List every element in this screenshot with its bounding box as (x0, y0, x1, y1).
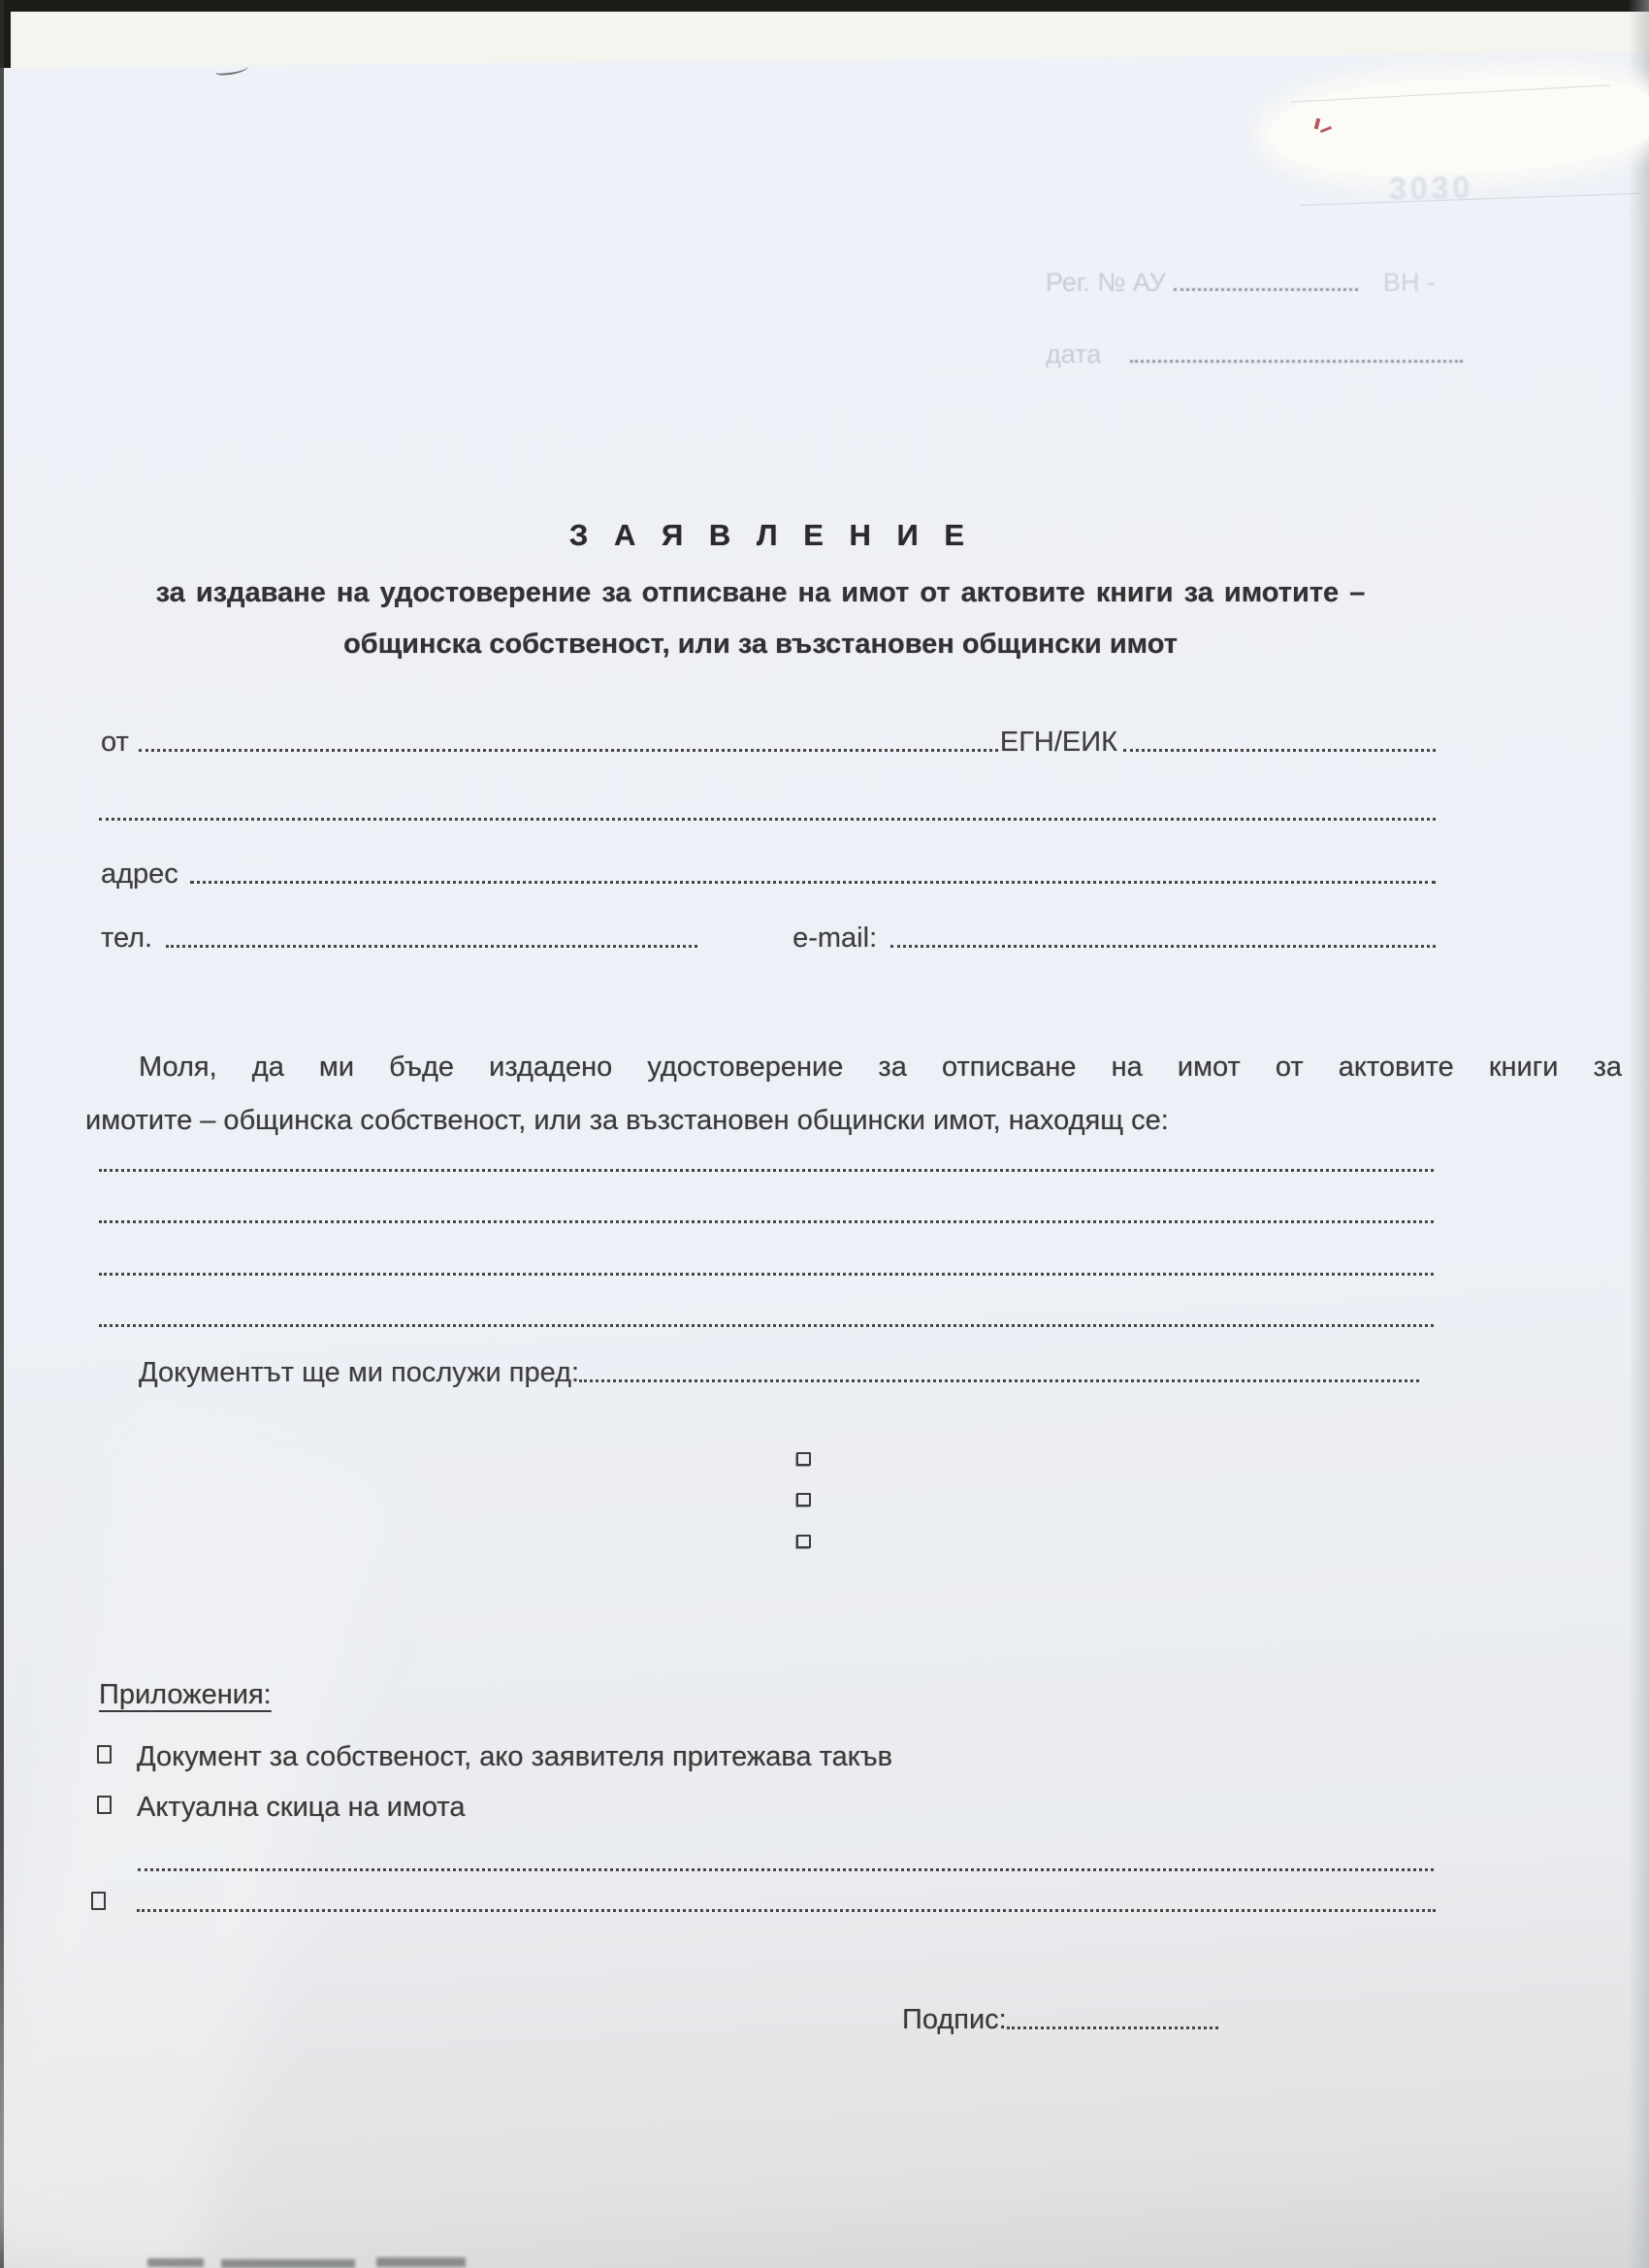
property-dotted-line-4 (99, 1324, 1434, 1327)
scan-light-artifact (0, 1437, 387, 2268)
phone-dotted-line (166, 945, 697, 948)
faded-stamp-number: 3030 (1388, 170, 1474, 207)
attachment-extra-dotted-line (138, 1868, 1434, 1871)
form-title: З А Я В Л Е Н И Е (568, 518, 974, 552)
reg-number-dotted-line (1174, 288, 1358, 291)
cutoff-footer-mark (147, 2258, 204, 2267)
page-edge-shadow (1628, 0, 1649, 2268)
attachment-item (97, 1741, 1436, 1773)
date-line (1046, 340, 1463, 370)
phone-label: тел. (101, 923, 153, 954)
signature-label: Подпис: (902, 2004, 1007, 2035)
attachment-item-label: Актуална скица на имота (137, 1792, 466, 1823)
attachment-blank-dotted-line (137, 1909, 1436, 1912)
from-dotted-line (139, 749, 998, 752)
reg-number-suffix: ВН - (1382, 268, 1436, 297)
request-text-line1: Моля, да ми бъде издадено удостоверение за отписване на имот от актовите книги за (139, 1052, 1623, 1083)
correction-whiteout-area (1267, 73, 1649, 179)
form-subtitle (82, 567, 1439, 670)
scanner-edge-left (0, 0, 4, 2268)
purpose-dotted-line (579, 1379, 1419, 1382)
printed-checkbox-icon (796, 1452, 811, 1466)
phone-email-row (101, 922, 1436, 955)
address-field-row (101, 858, 1436, 891)
reg-number-line (1046, 268, 1513, 298)
pen-mark (215, 63, 249, 76)
printed-checkbox-icon (796, 1493, 811, 1507)
printed-checkbox-icon (97, 1796, 112, 1814)
property-dotted-line-1 (99, 1169, 1434, 1172)
from-field-row (101, 726, 1436, 759)
printed-checkbox-icon (796, 1535, 811, 1548)
date-label: дата (1046, 340, 1102, 369)
signature-dotted-line (1007, 2026, 1218, 2029)
scanner-edge-top (0, 0, 1649, 12)
cutoff-footer-mark (376, 2257, 466, 2267)
attachment-item-blank (91, 1888, 1436, 1919)
address-dotted-line (190, 881, 1436, 884)
email-dotted-line (890, 945, 1436, 948)
form-subtitle-line1: за издаване на удостоверение за отписване на имот от актовите книги за имотите – (155, 577, 1366, 608)
date-dotted-line (1130, 360, 1463, 363)
email-label: e-mail: (792, 923, 878, 954)
egn-label: ЕГН/ЕИК (999, 727, 1117, 758)
request-text-line2: имотите – общинска собственост, или за възстановен общински имот, находящ се: (85, 1105, 1169, 1136)
reg-number-label: Рег. № АУ (1046, 268, 1166, 297)
attachment-item (97, 1792, 1436, 1824)
purpose-label: Документът ще ми послужи пред: (139, 1357, 580, 1388)
cutoff-footer-mark (221, 2259, 355, 2268)
property-dotted-line-2 (99, 1220, 1434, 1223)
form-subtitle-line2: общинска собственост, или за възстановен общински имот (343, 629, 1178, 660)
address-label: адрес (101, 859, 178, 890)
purpose-row (139, 1356, 1419, 1389)
egn-dotted-line (1123, 749, 1436, 752)
signature-row (902, 2004, 1218, 2036)
printed-checkbox-icon (97, 1745, 112, 1764)
attachments-heading: Приложения: (99, 1679, 272, 1710)
property-dotted-line-3 (99, 1273, 1434, 1276)
attachment-item-label: Документ за собственост, ако заявителя притежава такъв (137, 1741, 892, 1772)
name-continuation-dotted-line (99, 818, 1436, 821)
from-label: от (101, 727, 129, 758)
printed-checkbox-icon (91, 1892, 106, 1910)
